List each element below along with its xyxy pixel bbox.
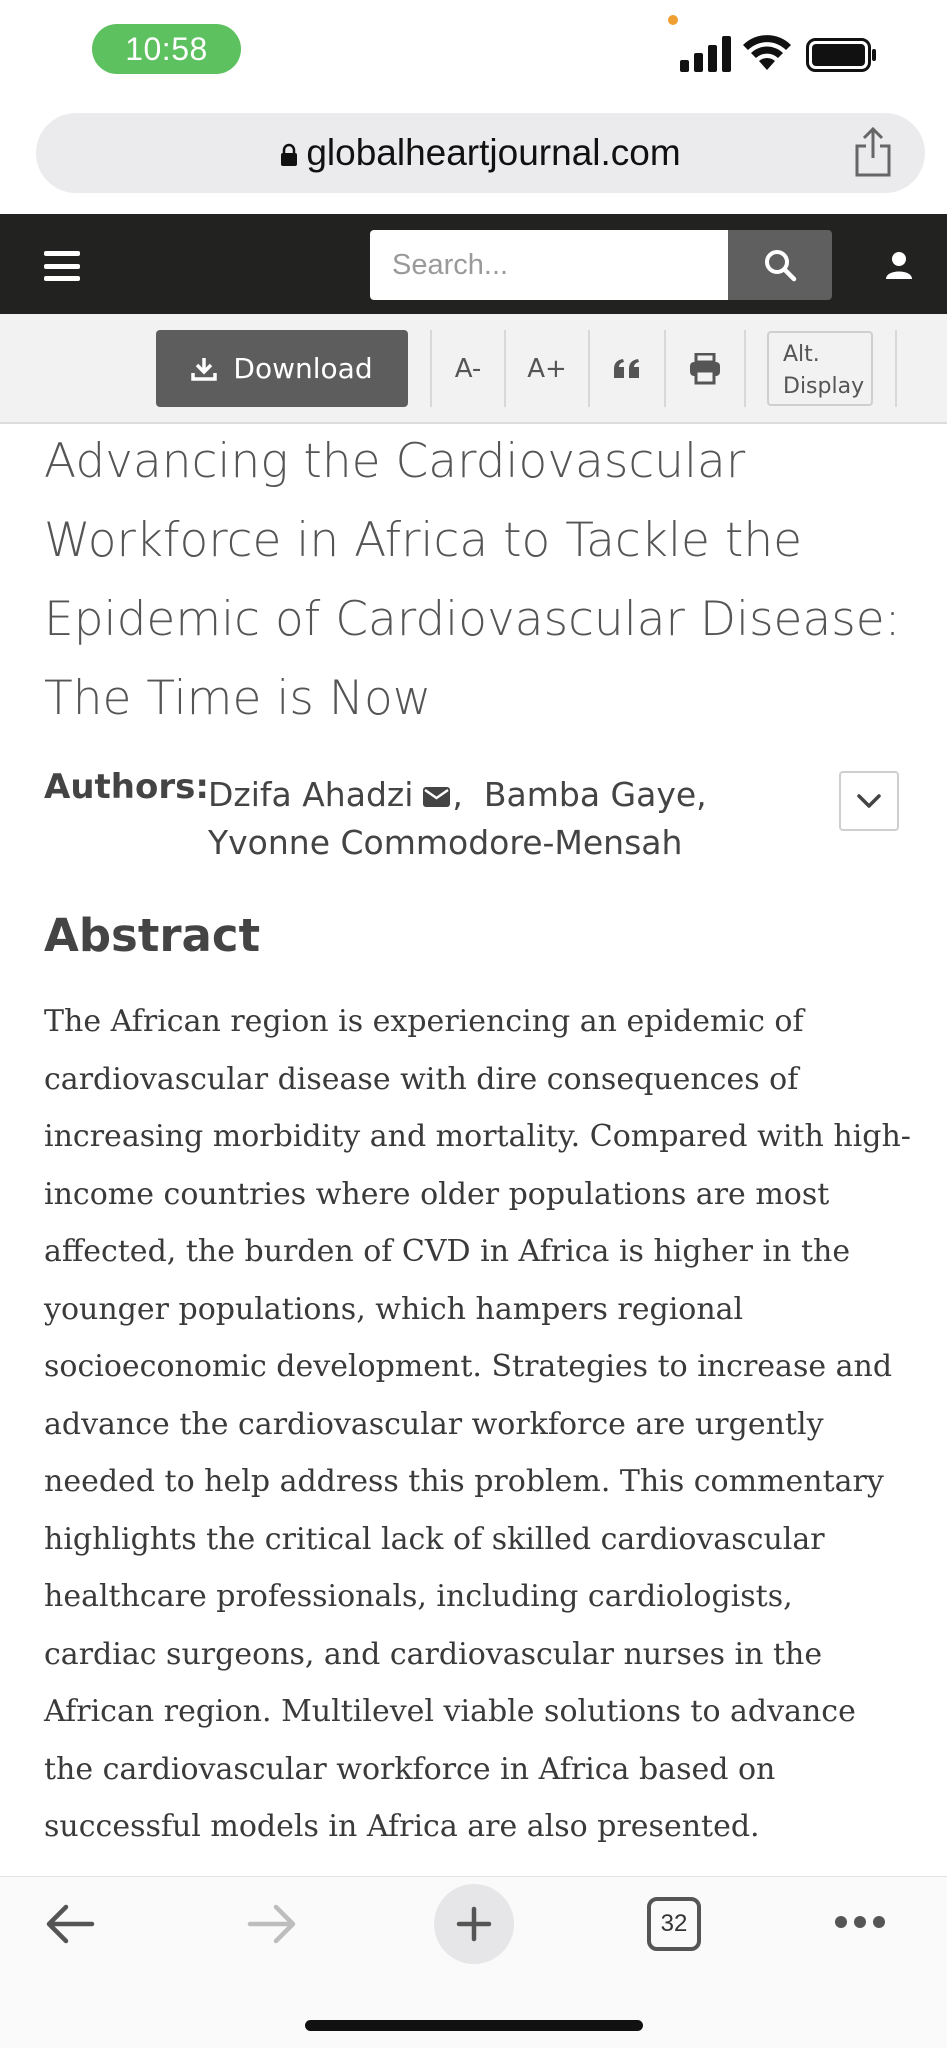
status-bar xyxy=(0,0,947,100)
alt-display-label-line1: Alt. xyxy=(783,342,820,367)
toolbar-divider xyxy=(895,330,897,407)
download-icon xyxy=(191,356,217,382)
font-increase-button[interactable]: A+ xyxy=(527,353,567,384)
search-icon xyxy=(763,248,797,282)
author-link[interactable]: Bamba Gaye xyxy=(483,775,697,814)
new-tab-button[interactable] xyxy=(434,1884,514,1964)
forward-arrow-icon[interactable] xyxy=(246,1900,298,1948)
privacy-indicator-icon xyxy=(668,15,678,25)
address-bar[interactable] xyxy=(36,113,925,193)
quote-icon xyxy=(612,358,642,380)
download-label: Download xyxy=(233,352,373,385)
search-button[interactable] xyxy=(728,230,832,300)
alt-display-label-line2: Display xyxy=(783,374,865,399)
cite-button[interactable] xyxy=(590,330,664,407)
user-icon[interactable] xyxy=(884,250,914,280)
search-input[interactable] xyxy=(370,230,728,300)
battery-icon xyxy=(806,38,878,72)
font-decrease-button[interactable]: A- xyxy=(454,353,482,384)
authors-list xyxy=(208,771,808,867)
expand-authors-button[interactable] xyxy=(839,771,899,831)
back-arrow-icon[interactable] xyxy=(44,1900,96,1948)
wifi-icon xyxy=(743,34,791,72)
download-button[interactable] xyxy=(156,330,408,407)
mail-icon[interactable] xyxy=(423,787,450,807)
url-text: globalheartjournal.com xyxy=(306,132,681,173)
abstract-text: The African region is experiencing an epidemic of cardiovascular disease with dire consequences of increasing morbidity and mortality. Compared with high-income countries where older populations are most affected, the burden of CVD in Africa is higher in the younger populations, which hampers regional socioeconomic development. Strategies to increase and advance the cardiovascular workforce are urgently needed to help address this problem. This commentary highlights the critical lack of skilled cardiovascular healthcare professionals, including cardiologists, cardiac surgeons, and cardiovascular nurses in the African region. Multilevel viable solutions to advance the cardiovascular workforce in Africa based on successful models in Africa are also presented. xyxy=(44,1004,911,1844)
author-separator: , xyxy=(452,775,463,814)
cellular-signal-icon xyxy=(680,36,732,72)
tabs-button[interactable]: 32 xyxy=(647,1897,701,1951)
print-button[interactable] xyxy=(666,330,744,407)
share-icon[interactable] xyxy=(852,126,894,178)
article-title: Advancing the Cardiovascular Workforce in Africa to Tackle the Epidemic of Cardiovascular Disease: The Time is Now xyxy=(44,434,901,726)
author-link[interactable]: Yvonne Commodore-Mensah xyxy=(208,823,683,862)
print-icon xyxy=(688,353,722,385)
abstract-heading: Abstract xyxy=(44,909,261,962)
author-separator: , xyxy=(696,775,707,814)
author-link[interactable]: Dzifa Ahadzi xyxy=(208,775,414,814)
toolbar-divider xyxy=(744,330,746,407)
alt-display-button[interactable] xyxy=(767,331,873,406)
lock-icon xyxy=(280,143,298,167)
status-time: 10:58 xyxy=(92,24,241,74)
more-options-icon[interactable] xyxy=(834,1914,886,1930)
home-indicator xyxy=(305,2020,643,2031)
menu-icon[interactable] xyxy=(44,251,80,281)
plus-icon xyxy=(456,1906,492,1942)
authors-label: Authors: xyxy=(44,767,209,807)
chevron-down-icon xyxy=(856,793,882,809)
